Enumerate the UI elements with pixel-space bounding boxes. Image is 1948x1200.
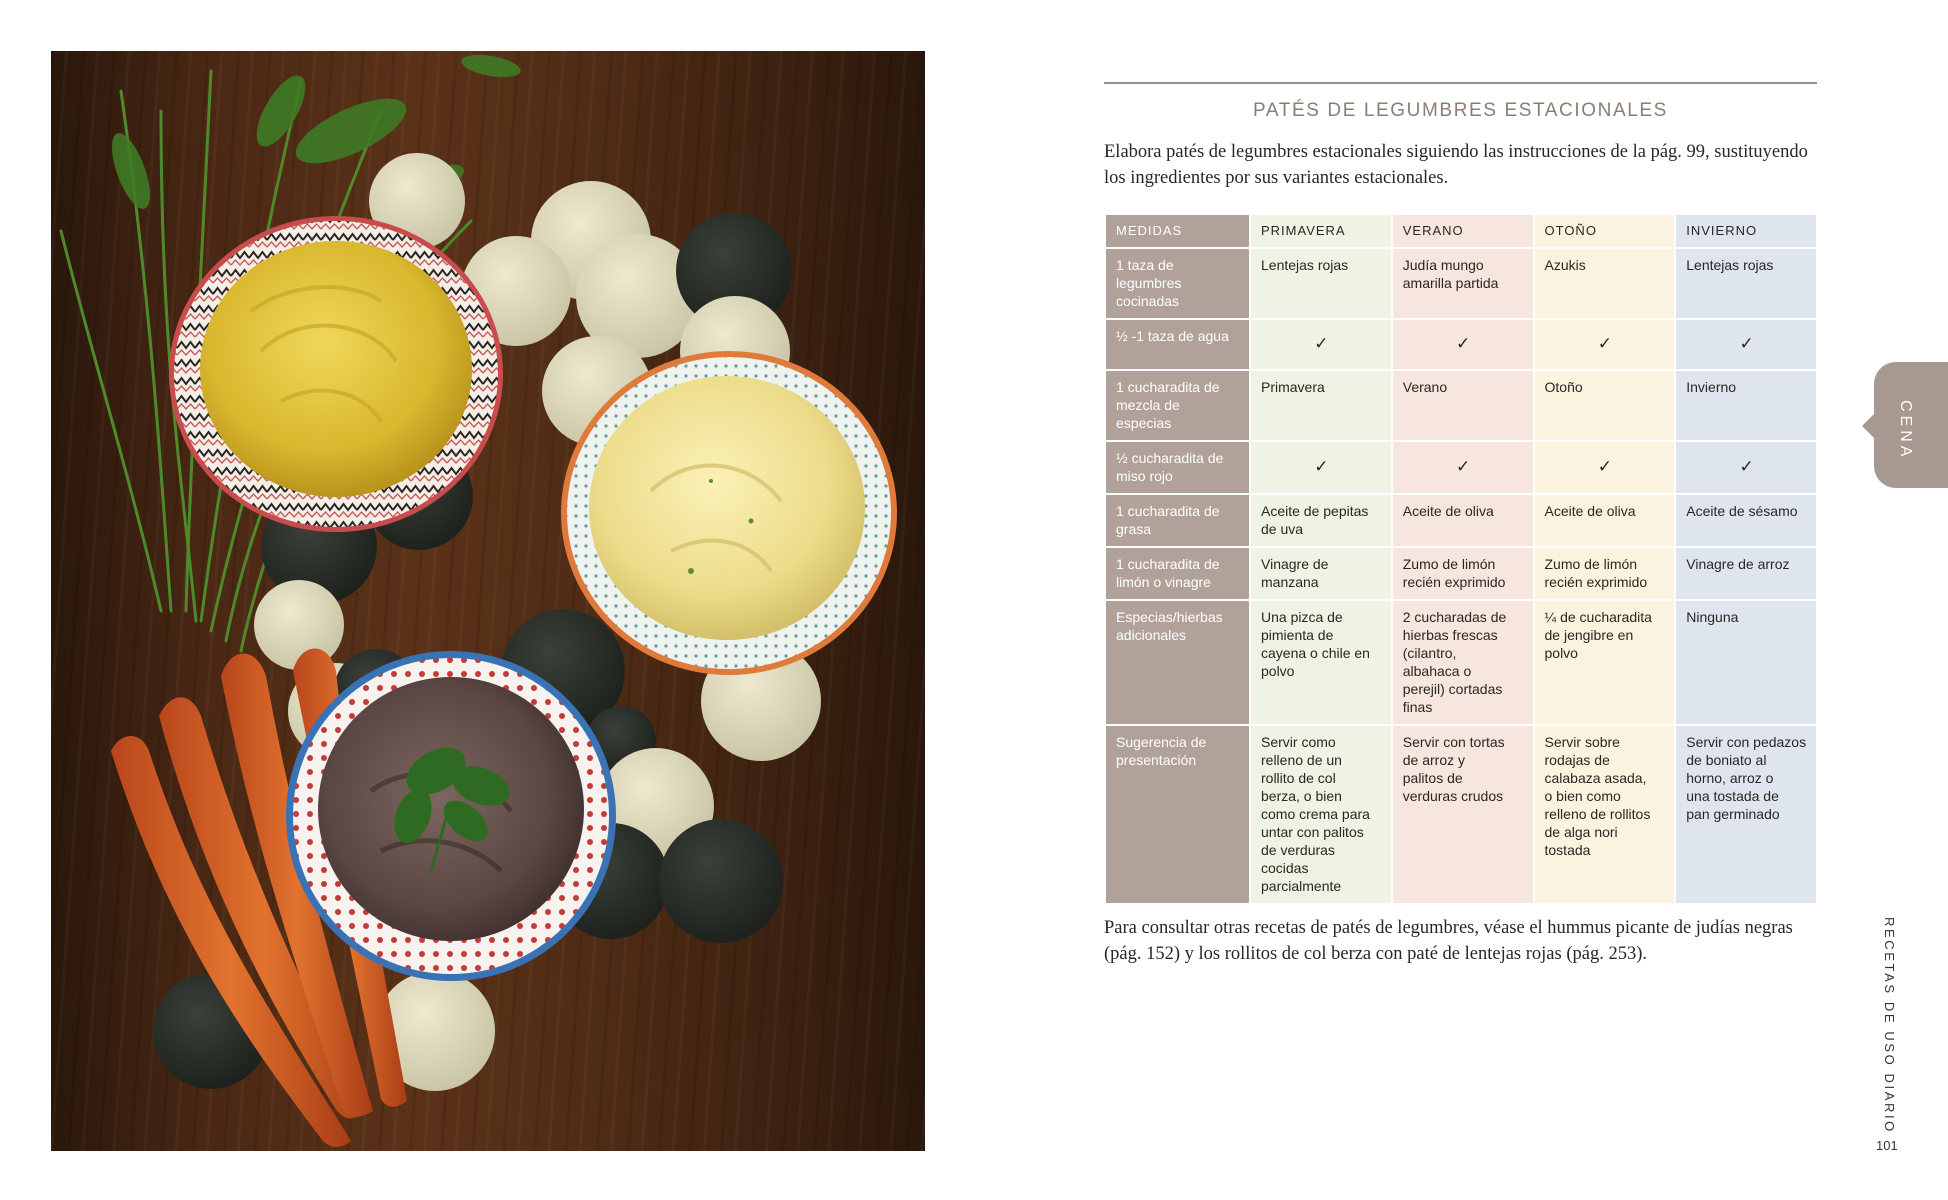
check-icon: ✓ bbox=[1250, 319, 1392, 370]
page-number: 101 bbox=[1876, 1138, 1898, 1153]
section-title: PATÉS DE LEGUMBRES ESTACIONALES bbox=[1253, 100, 1668, 121]
table-cell: Otoño bbox=[1534, 370, 1676, 441]
table-cell: Invierno bbox=[1675, 370, 1817, 441]
table-cell: Aceite de oliva bbox=[1534, 494, 1676, 547]
row-label: 1 taza de legumbres cocinadas bbox=[1105, 248, 1250, 319]
header-primavera: PRIMAVERA bbox=[1250, 214, 1392, 248]
check-icon: ✓ bbox=[1392, 319, 1534, 370]
table-row bbox=[1105, 248, 1817, 319]
table-cell: Una pizca de pimienta de cayena o chile en polvo bbox=[1250, 600, 1392, 725]
yellow-lentil-pate-bowl-icon bbox=[169, 216, 503, 532]
table-cell: Servir con tortas de arroz y palitos de verduras crudos bbox=[1392, 725, 1534, 904]
check-icon: ✓ bbox=[1392, 441, 1534, 494]
rice-cracker-icon bbox=[254, 580, 344, 670]
table-row bbox=[1105, 600, 1817, 725]
row-label: ½ cucharadita de miso rojo bbox=[1105, 441, 1250, 494]
header-verano: VERANO bbox=[1392, 214, 1534, 248]
check-icon: ✓ bbox=[1534, 441, 1676, 494]
top-rule bbox=[1104, 82, 1817, 84]
header-medidas: MEDIDAS bbox=[1105, 214, 1250, 248]
table-cell: Lentejas rojas bbox=[1675, 248, 1817, 319]
table-cell: Judía mungo amarilla partida bbox=[1392, 248, 1534, 319]
table-cell: Servir sobre rodajas de calabaza asada, o bien como relleno de rollitos de alga nori tostada bbox=[1534, 725, 1676, 904]
intro-paragraph: Elabora patés de legumbres estacionales siguiendo las instrucciones de la pág. 99, sustituyendo los ingredientes por sus variantes estacionales. bbox=[1104, 142, 1808, 188]
check-icon: ✓ bbox=[1250, 441, 1392, 494]
table-cell: Vinagre de manzana bbox=[1250, 547, 1392, 600]
table-row bbox=[1105, 725, 1817, 904]
food-photo bbox=[51, 51, 925, 1151]
header-otono: OTOÑO bbox=[1534, 214, 1676, 248]
table-cell: Servir con pedazos de boniato al horno, arroz o una tostada de pan germinado bbox=[1675, 725, 1817, 904]
table-cell: Zumo de limón recién exprimido bbox=[1534, 547, 1676, 600]
table-row bbox=[1105, 370, 1817, 441]
section-tab-cena[interactable] bbox=[1874, 362, 1948, 488]
chapter-label: RECETAS DE USO DIARIO bbox=[1882, 917, 1897, 1134]
table-row bbox=[1105, 547, 1817, 600]
seasonal-pate-table bbox=[1104, 213, 1818, 905]
table-header-row bbox=[1105, 214, 1817, 248]
table-cell: Primavera bbox=[1250, 370, 1392, 441]
row-label: 1 cucharadita de grasa bbox=[1105, 494, 1250, 547]
white-bean-pate-bowl-icon bbox=[561, 351, 897, 675]
table-cell: ¼ de cucharadita de jengibre en polvo bbox=[1534, 600, 1676, 725]
table-cell: Verano bbox=[1392, 370, 1534, 441]
header-invierno: INVIERNO bbox=[1675, 214, 1817, 248]
row-label: 1 cucharadita de mezcla de especias bbox=[1105, 370, 1250, 441]
table-row bbox=[1105, 441, 1817, 494]
outro-paragraph: Para consultar otras recetas de patés de legumbres, véase el hummus picante de judías negras (pág. 152) y los rollitos de col berza con paté de lentejas rojas (pág. 253). bbox=[1104, 918, 1793, 964]
table-cell: Servir como relleno de un rollito de col berza, o bien como crema para untar con palitos de verduras cocidas parcialmente bbox=[1250, 725, 1392, 904]
table-row bbox=[1105, 494, 1817, 547]
table-cell: Lentejas rojas bbox=[1250, 248, 1392, 319]
check-icon: ✓ bbox=[1534, 319, 1676, 370]
row-label: 1 cucharadita de limón o vinagre bbox=[1105, 547, 1250, 600]
table-cell: 2 cucharadas de hierbas frescas (cilantro, albahaca o perejil) cortadas finas bbox=[1392, 600, 1534, 725]
row-label: ½ -1 taza de agua bbox=[1105, 319, 1250, 370]
table-cell: Aceite de oliva bbox=[1392, 494, 1534, 547]
black-sesame-cracker-icon bbox=[659, 819, 783, 943]
food-photo-illustration bbox=[51, 51, 925, 1151]
table-cell: Aceite de pepitas de uva bbox=[1250, 494, 1392, 547]
table-cell: Vinagre de arroz bbox=[1675, 547, 1817, 600]
table-cell: Zumo de limón recién exprimido bbox=[1392, 547, 1534, 600]
table-cell: Aceite de sésamo bbox=[1675, 494, 1817, 547]
check-icon: ✓ bbox=[1675, 319, 1817, 370]
row-label: Sugerencia de presentación bbox=[1105, 725, 1250, 904]
section-tab-label: CENA bbox=[1897, 400, 1914, 461]
row-label: Especias/hierbas adicionales bbox=[1105, 600, 1250, 725]
table-row bbox=[1105, 319, 1817, 370]
check-icon: ✓ bbox=[1675, 441, 1817, 494]
table-cell: Ninguna bbox=[1675, 600, 1817, 725]
table-cell: Azukis bbox=[1534, 248, 1676, 319]
